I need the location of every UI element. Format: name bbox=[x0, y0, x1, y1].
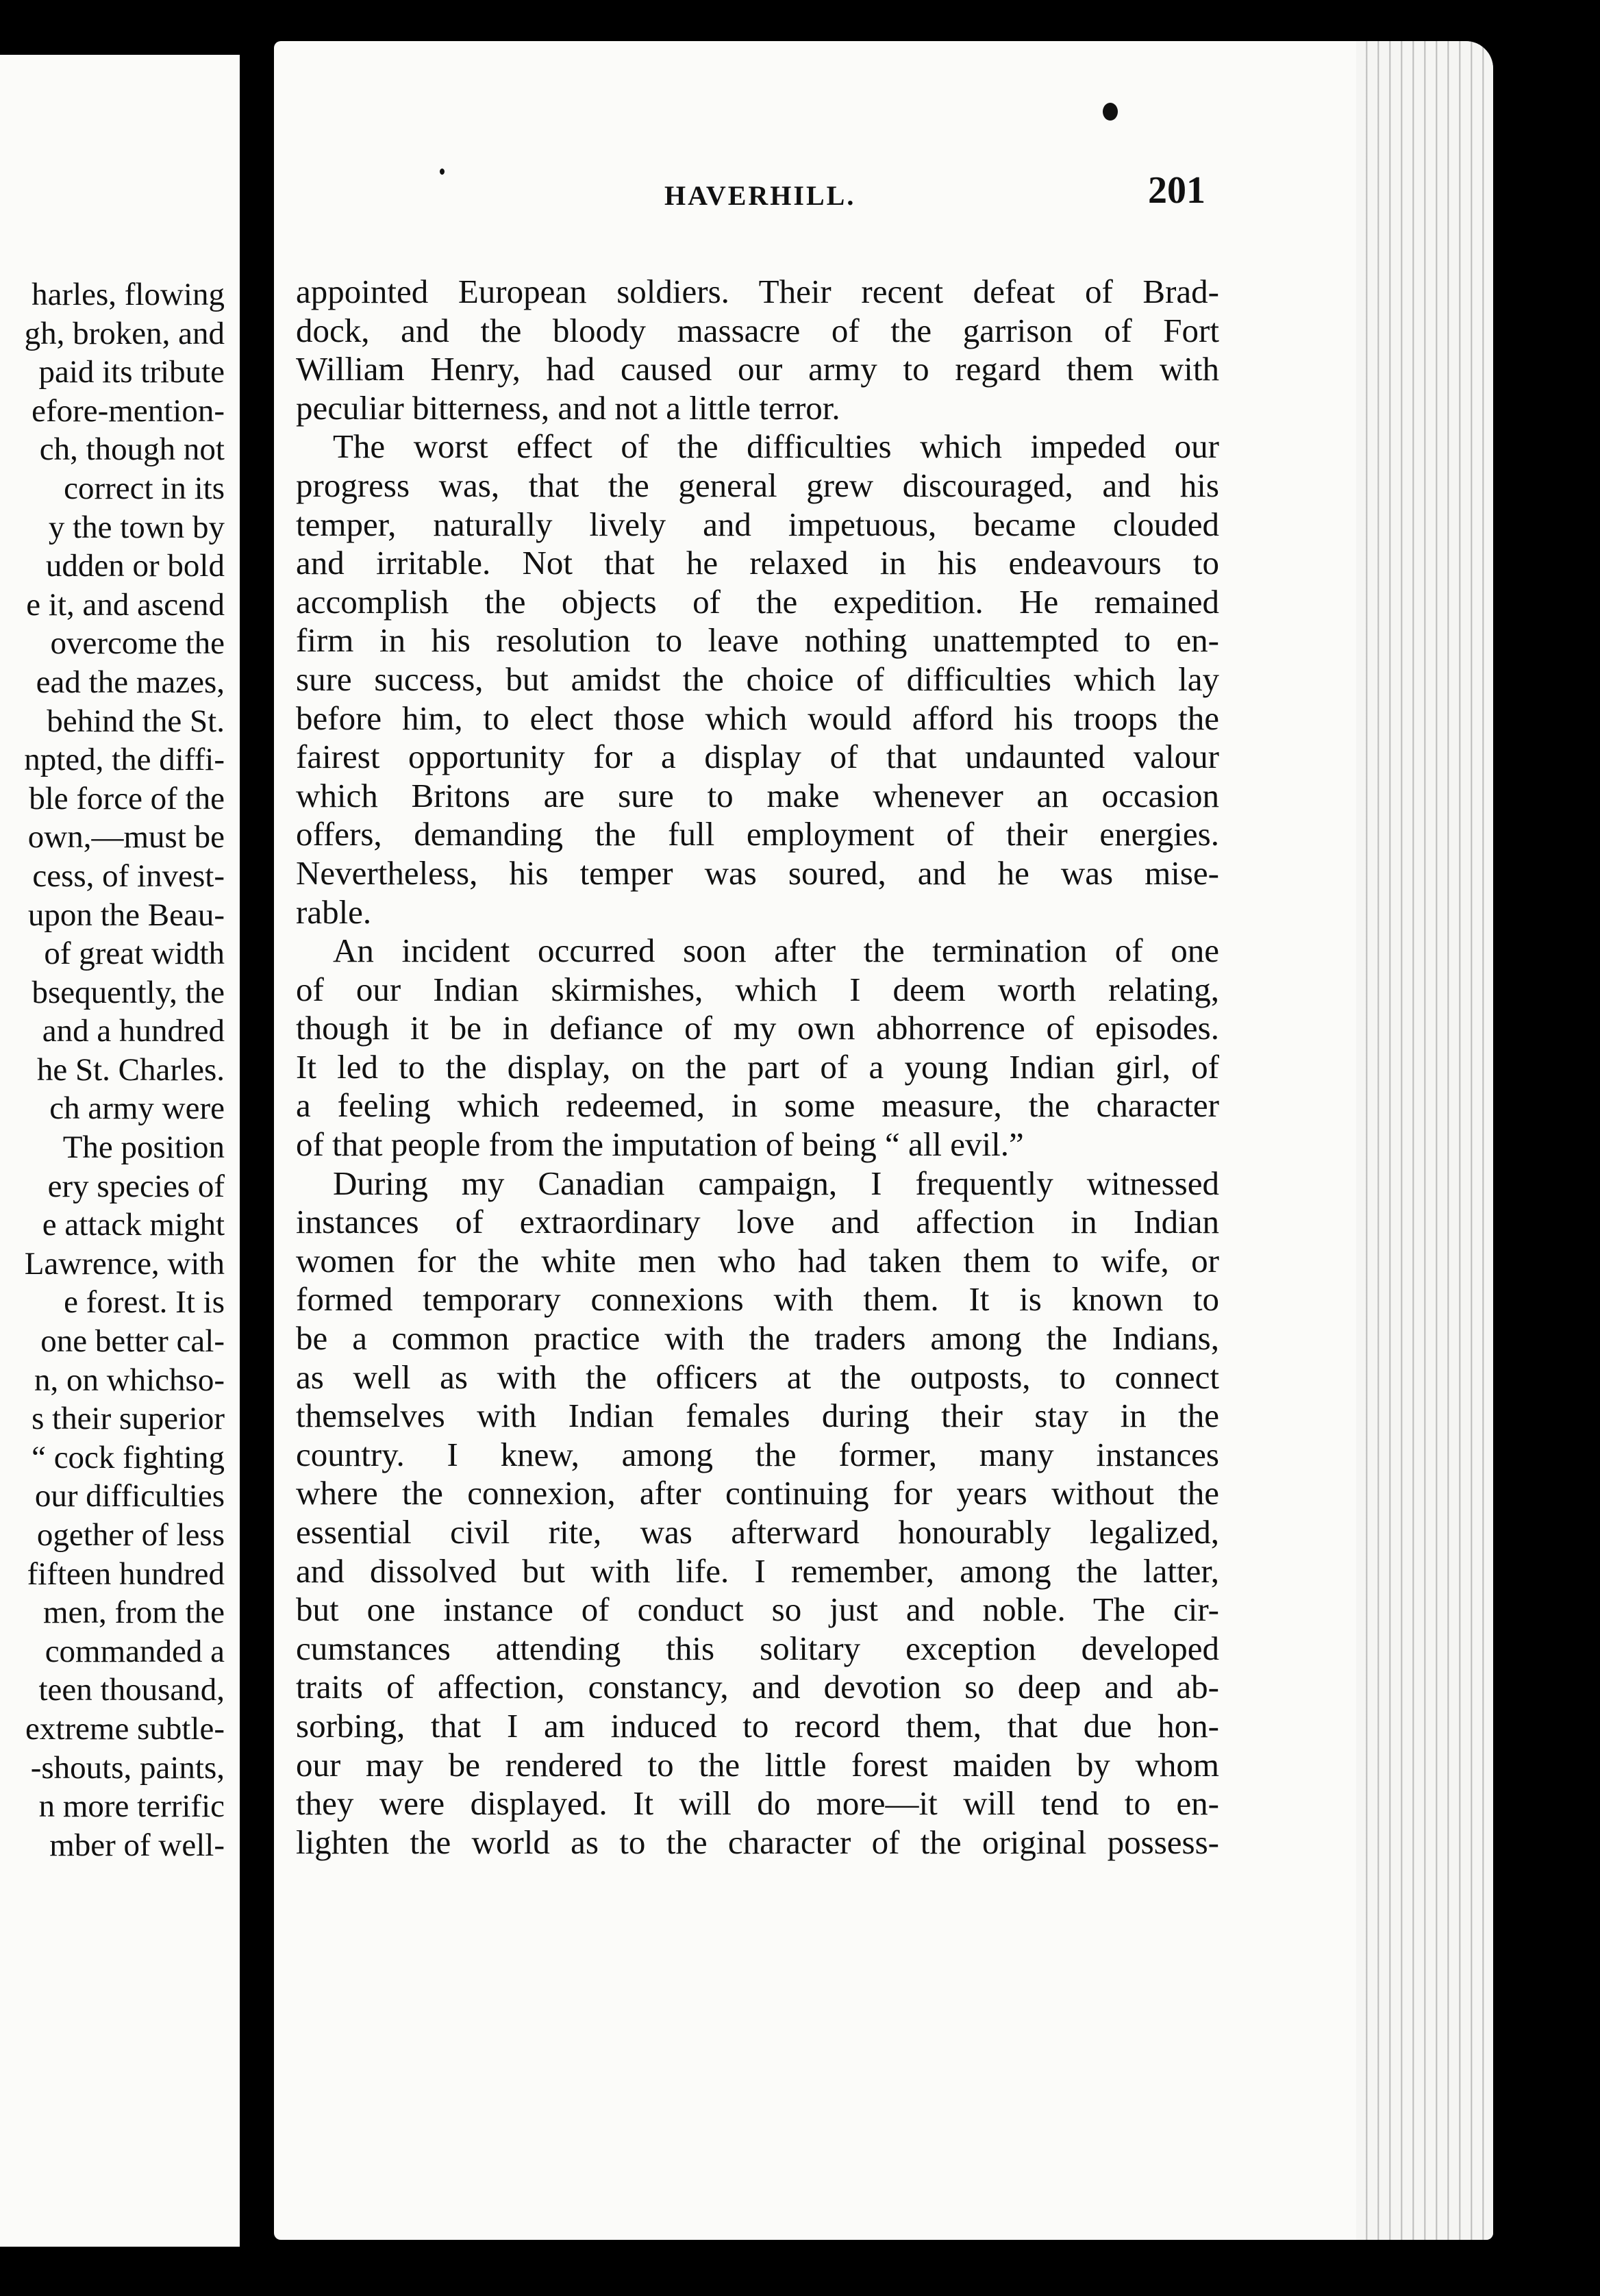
left-page-line: e attack might bbox=[42, 1207, 225, 1243]
left-page-line: correct in its bbox=[64, 470, 225, 506]
text-line: dock, and the bloody massacre of the garrison of Fort bbox=[296, 311, 1219, 349]
left-page-line: e forest. It is bbox=[64, 1284, 225, 1321]
left-page-line: commanded a bbox=[45, 1633, 225, 1669]
left-page-line: -shouts, paints, bbox=[30, 1749, 225, 1786]
text-line: where the connexion, after continuing for years without the bbox=[296, 1474, 1219, 1512]
text-line: firm in his resolution to leave nothing unattempted to en- bbox=[296, 621, 1219, 660]
left-page-line: overcome the bbox=[50, 625, 225, 662]
left-page-line: and a hundred bbox=[42, 1013, 225, 1049]
book-gutter bbox=[240, 0, 274, 2296]
text-line: traits of affection, constancy, and devotion so deep and ab- bbox=[296, 1668, 1219, 1706]
text-line: temper, naturally lively and impetuous, became clouded bbox=[296, 505, 1219, 543]
text-line: be a common practice with the traders among the Indians, bbox=[296, 1319, 1219, 1358]
left-page-line: our difficulties bbox=[34, 1478, 225, 1514]
text-line: William Henry, had caused our army to regard them with bbox=[296, 350, 1219, 388]
left-page-line: The position bbox=[62, 1130, 225, 1166]
text-line: themselves with Indian females during their stay in the bbox=[296, 1397, 1219, 1435]
text-line: and irritable. Not that he relaxed in his endeavours to bbox=[296, 544, 1219, 582]
text-line: women for the white men who had taken them to wife, or bbox=[296, 1241, 1219, 1280]
text-line: Nevertheless, his temper was soured, and he was mise- bbox=[296, 853, 1219, 892]
text-line: essential civil rite, was afterward honourably legalized, bbox=[296, 1513, 1219, 1551]
text-line: cumstances attending this solitary exception developed bbox=[296, 1629, 1219, 1667]
left-page-line: harles, flowing bbox=[32, 277, 225, 312]
left-page-line: behind the St. bbox=[47, 703, 225, 739]
left-page-line: extreme subtle- bbox=[25, 1710, 225, 1747]
left-page-line: upon the Beau- bbox=[27, 897, 225, 933]
text-line: a feeling which redeemed, in some measure, the character bbox=[296, 1086, 1219, 1125]
left-page-line: “ cock fighting bbox=[32, 1439, 225, 1475]
left-page-line: udden or bold bbox=[45, 548, 225, 584]
left-page-line: ch, though not bbox=[39, 432, 225, 468]
left-page-line: npted, the diffi- bbox=[24, 742, 225, 778]
text-line: sure success, but amidst the choice of difficulties which lay bbox=[296, 660, 1219, 698]
text-line: During my Canadian campaign, I frequently witnessed bbox=[333, 1164, 1219, 1202]
left-page-line: teen thousand, bbox=[38, 1672, 225, 1708]
left-page-line: one better cal- bbox=[40, 1323, 225, 1360]
left-page-line: efore-mention- bbox=[32, 392, 225, 429]
text-line: before him, to elect those which would afford his troops the bbox=[296, 699, 1219, 737]
text-line: and dissolved but with life. I remember, among the latter, bbox=[296, 1551, 1219, 1590]
text-line: as well as with the officers at the outposts, to connect bbox=[296, 1358, 1219, 1396]
left-page-line: own,—must be bbox=[27, 819, 225, 856]
text-line: sorbing, that I am induced to record them, that due hon- bbox=[296, 1706, 1219, 1745]
left-page-line: ble force of the bbox=[29, 780, 225, 816]
page-edges bbox=[1356, 41, 1493, 2240]
text-line: It led to the display, on the part of a young Indian girl, of bbox=[296, 1047, 1219, 1086]
text-line: instances of extraordinary love and affection in Indian bbox=[296, 1203, 1219, 1241]
left-page-line: ogether of less bbox=[36, 1517, 225, 1553]
text-line: they were displayed. It will do more—it will tend to en- bbox=[296, 1784, 1219, 1823]
text-line: fairest opportunity for a display of that undaunted valour bbox=[296, 738, 1219, 776]
left-page-text bbox=[0, 275, 225, 1864]
text-line: though it be in defiance of my own abhorrence of episodes. bbox=[296, 1009, 1219, 1047]
left-page-line: fifteen hundred bbox=[27, 1556, 225, 1592]
left-page-line: n more terrific bbox=[38, 1788, 225, 1825]
text-line: country. I knew, among the former, many instances bbox=[296, 1435, 1219, 1473]
left-page-line: mber of well- bbox=[49, 1827, 225, 1863]
text-line: An incident occurred soon after the termination of one bbox=[333, 932, 1219, 970]
left-page-line: s their superior bbox=[32, 1401, 225, 1437]
left-page-line: y the town by bbox=[48, 509, 225, 545]
left-page-line: ead the mazes, bbox=[36, 664, 225, 700]
running-title: HAVERHILL. bbox=[664, 180, 856, 211]
left-page-line: e it, and ascend bbox=[26, 586, 225, 623]
text-line: accomplish the objects of the expedition. He remained bbox=[296, 582, 1219, 621]
left-page-line: gh, broken, and bbox=[24, 315, 225, 351]
text-line: appointed European soldiers. Their recent defeat of Brad- bbox=[296, 273, 1219, 310]
text-line: rable. bbox=[296, 893, 372, 931]
left-page-line: ch army were bbox=[49, 1090, 225, 1127]
text-line: peculiar bitterness, and not a little terror. bbox=[296, 388, 840, 427]
left-page-line: men, from the bbox=[43, 1595, 225, 1631]
body-text bbox=[296, 273, 1219, 1862]
text-line: progress was, that the general grew discouraged, and his bbox=[296, 466, 1219, 504]
running-head bbox=[384, 164, 1205, 219]
text-line: formed temporary connexions with them. It is known to bbox=[296, 1280, 1219, 1319]
text-line: but one instance of conduct so just and noble. The cir- bbox=[296, 1590, 1219, 1629]
text-line: lighten the world as to the character of the original possess- bbox=[296, 1823, 1219, 1861]
text-line: which Britons are sure to make whenever an occasion bbox=[296, 776, 1219, 814]
left-page-line: of great width bbox=[44, 936, 225, 972]
text-line: our may be rendered to the little forest maiden by whom bbox=[296, 1745, 1219, 1784]
text-line: The worst effect of the difficulties which impeded our bbox=[333, 427, 1219, 466]
left-page-line: he St. Charles. bbox=[36, 1051, 225, 1088]
ink-speck bbox=[1103, 103, 1118, 121]
left-page-line: paid its tribute bbox=[38, 354, 225, 390]
left-page-line: ery species of bbox=[47, 1168, 225, 1204]
left-page-line: bsequently, the bbox=[32, 974, 225, 1010]
page-number: 201 bbox=[1148, 169, 1205, 212]
left-page-line: n, on whichso- bbox=[34, 1362, 225, 1398]
left-page-line: Lawrence, with bbox=[24, 1245, 225, 1282]
text-line: of our Indian skirmishes, which I deem worth relating, bbox=[296, 970, 1219, 1008]
left-page-line: cess, of invest- bbox=[32, 858, 225, 894]
text-line: of that people from the imputation of being “ all evil.” bbox=[296, 1125, 1024, 1164]
left-page bbox=[0, 55, 240, 2247]
text-line: offers, demanding the full employment of their energies. bbox=[296, 815, 1219, 853]
